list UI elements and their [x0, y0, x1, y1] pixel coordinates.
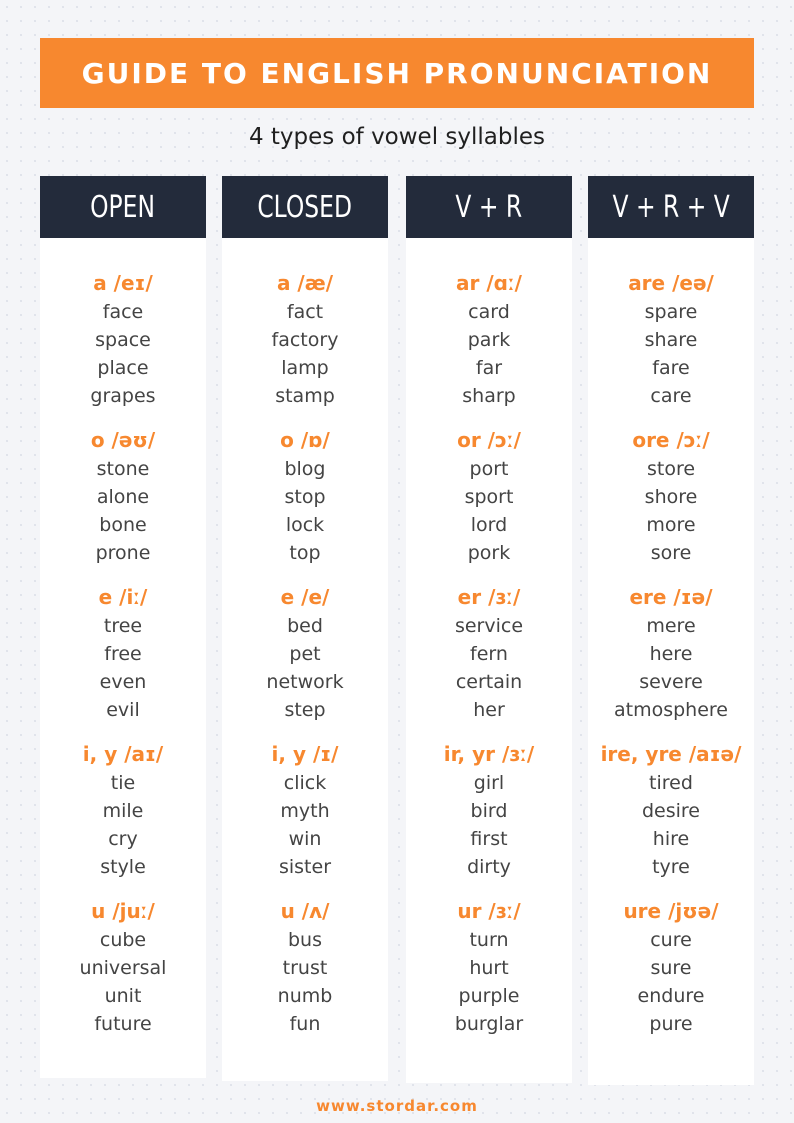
example-word: cube	[99, 929, 147, 951]
example-word: fact	[286, 301, 324, 323]
vowel-heading: ire, yre /aɪə/	[600, 742, 742, 766]
example-word: endure	[637, 985, 705, 1007]
example-word: face	[102, 301, 144, 323]
vowel-heading: ir, yr /ɜː/	[443, 742, 535, 766]
vowel-heading: u /ʌ/	[280, 899, 330, 923]
example-word: blog	[284, 458, 326, 480]
example-word: prone	[95, 542, 151, 564]
example-word: cure	[650, 929, 692, 951]
example-word: desire	[641, 800, 700, 822]
example-word: stamp	[275, 385, 335, 407]
example-word: lamp	[281, 357, 329, 379]
vowel-heading: ar /ɑː/	[456, 271, 522, 295]
example-word: far	[475, 357, 503, 379]
vowel-group	[455, 582, 523, 724]
example-word: sure	[650, 957, 692, 979]
example-word: burglar	[454, 1013, 524, 1035]
vowel-heading: er /ɜː/	[457, 585, 521, 609]
example-word: future	[94, 1013, 152, 1035]
example-word: stone	[96, 458, 150, 480]
example-word: hire	[652, 828, 690, 850]
vowel-group	[99, 582, 148, 724]
vowel-group	[444, 739, 534, 881]
vowel-heading: u /juː/	[91, 899, 155, 923]
example-word: trust	[282, 957, 328, 979]
example-word: lock	[285, 514, 325, 536]
example-word: sharp	[462, 385, 516, 407]
example-word: evil	[106, 699, 140, 721]
vowel-group	[632, 425, 709, 567]
column-body	[406, 238, 572, 1083]
vowel-heading: or /ɔː/	[457, 428, 521, 452]
example-word: share	[644, 329, 698, 351]
example-word: sport	[464, 486, 514, 508]
subtitle: 4 types of vowel syllables	[248, 124, 546, 150]
column-body	[40, 238, 206, 1078]
column-header-label: OPEN	[90, 189, 156, 225]
example-word: pet	[289, 643, 321, 665]
example-word: style	[100, 856, 146, 878]
example-word: win	[288, 828, 322, 850]
example-word: numb	[277, 985, 333, 1007]
title-banner	[40, 38, 754, 108]
example-word: even	[99, 671, 147, 693]
example-word: mile	[102, 800, 144, 822]
column-header	[222, 176, 388, 238]
vowel-group	[272, 268, 339, 410]
example-word: severe	[639, 671, 703, 693]
example-word: unit	[104, 985, 142, 1007]
vowel-heading: ure /jʊə/	[623, 899, 719, 923]
vowel-heading: ere /ɪə/	[629, 585, 713, 609]
vowel-group	[456, 268, 522, 410]
example-word: atmosphere	[614, 699, 728, 721]
vowel-heading: o /əʊ/	[90, 428, 156, 452]
example-word: tyre	[652, 856, 690, 878]
vowel-heading: e /e/	[280, 585, 330, 609]
example-word: bed	[287, 615, 323, 637]
vowel-group	[91, 425, 155, 567]
example-word: stop	[284, 486, 326, 508]
vowel-heading: are /eə/	[628, 271, 714, 295]
column-header	[40, 176, 206, 238]
vowel-heading: o /ɒ/	[280, 428, 330, 452]
example-word: fare	[652, 357, 690, 379]
vowel-heading: a /æ/	[276, 271, 333, 295]
example-word: sister	[278, 856, 332, 878]
example-word: tired	[649, 772, 693, 794]
example-word: hurt	[469, 957, 509, 979]
vowel-heading: i, y /aɪ/	[82, 742, 164, 766]
example-word: grapes	[90, 385, 156, 407]
column-body	[222, 238, 388, 1081]
column-body	[588, 238, 754, 1085]
example-word: girl	[473, 772, 505, 794]
example-word: bone	[99, 514, 147, 536]
example-word: tie	[110, 772, 136, 794]
example-word: store	[646, 458, 696, 480]
example-word: network	[266, 671, 344, 693]
example-word: purple	[458, 985, 520, 1007]
vowel-group	[455, 896, 523, 1038]
column-header	[406, 176, 572, 238]
example-word: click	[283, 772, 327, 794]
vowel-group	[280, 425, 330, 567]
example-word: dirty	[467, 856, 511, 878]
example-word: free	[104, 643, 142, 665]
example-word: turn	[469, 929, 509, 951]
example-word: factory	[271, 329, 339, 351]
example-word: space	[95, 329, 151, 351]
example-word: first	[470, 828, 508, 850]
vowel-group	[80, 896, 167, 1038]
example-word: mere	[646, 615, 696, 637]
example-word: here	[649, 643, 693, 665]
page-title: GUIDE TO ENGLISH PRONUNCIATION	[81, 56, 713, 90]
vowel-group	[266, 582, 343, 724]
example-word: service	[454, 615, 524, 637]
example-word: spare	[644, 301, 698, 323]
example-word: fun	[289, 1013, 321, 1035]
example-word: pork	[467, 542, 511, 564]
example-word: top	[289, 542, 321, 564]
vowel-group	[628, 268, 714, 410]
column-header-label: V + R + V	[612, 189, 730, 225]
vowel-heading: ur /ɜː/	[457, 899, 521, 923]
column-header-label: CLOSED	[257, 189, 353, 225]
example-word: cry	[108, 828, 138, 850]
example-word: tree	[103, 615, 143, 637]
column-header	[588, 176, 754, 238]
example-word: bird	[470, 800, 508, 822]
example-word: sore	[650, 542, 692, 564]
vowel-heading: e /iː/	[98, 585, 148, 609]
vowel-group	[601, 739, 742, 881]
example-word: place	[97, 357, 149, 379]
vowel-group	[614, 582, 728, 724]
example-word: shore	[644, 486, 698, 508]
example-word: universal	[79, 957, 167, 979]
column-header-label: V + R	[455, 189, 523, 225]
website-footer: www.stordar.com	[316, 1097, 478, 1115]
example-word: bus	[287, 929, 322, 951]
example-word: her	[473, 699, 505, 721]
example-word: care	[650, 385, 692, 407]
example-word: card	[468, 301, 510, 323]
vowel-group	[457, 425, 521, 567]
vowel-group	[272, 739, 339, 881]
example-word: myth	[280, 800, 330, 822]
vowel-heading: a /eɪ/	[93, 271, 153, 295]
example-word: port	[469, 458, 509, 480]
example-word: park	[467, 329, 511, 351]
example-word: fern	[470, 643, 508, 665]
vowel-group	[623, 896, 718, 1038]
example-word: lord	[470, 514, 508, 536]
vowel-group	[90, 268, 155, 410]
vowel-heading: ore /ɔː/	[632, 428, 710, 452]
vowel-group	[278, 896, 333, 1038]
example-word: alone	[96, 486, 150, 508]
example-word: more	[646, 514, 696, 536]
example-word: step	[284, 699, 326, 721]
vowel-heading: i, y /ɪ/	[271, 742, 339, 766]
example-word: certain	[455, 671, 523, 693]
vowel-group	[83, 739, 163, 881]
example-word: pure	[649, 1013, 693, 1035]
